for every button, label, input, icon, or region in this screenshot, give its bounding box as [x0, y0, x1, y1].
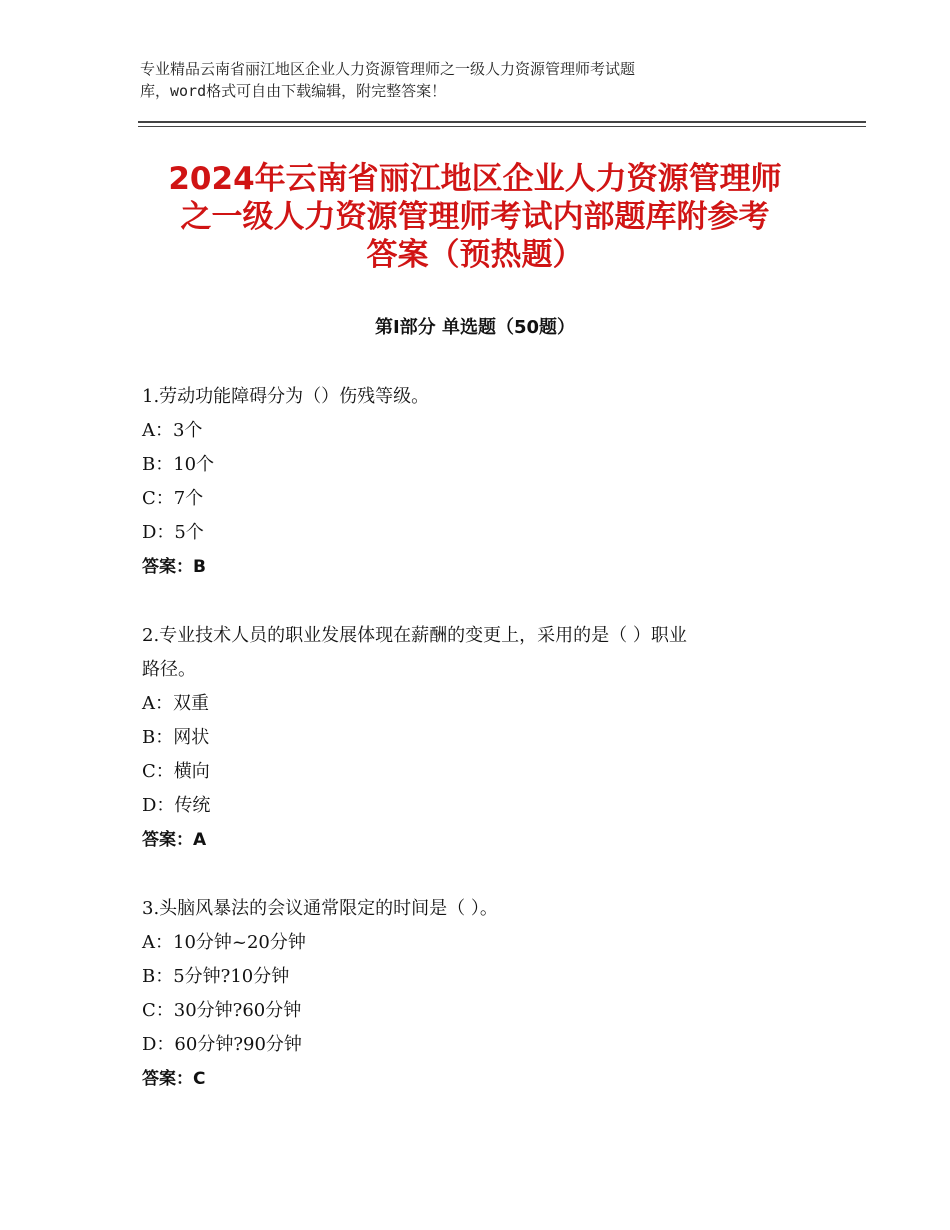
- document-title-line-3: 答案（预热题）: [366, 237, 584, 273]
- header-note-line-2: 库，word格式可自由下载编辑，附完整答案！: [140, 82, 447, 100]
- header-note: [140, 58, 820, 102]
- question-2: [142, 619, 822, 857]
- question-2-option-d: D：传统: [142, 795, 211, 816]
- question-1: [142, 380, 822, 584]
- question-3-option-b: B：5分钟?10分钟: [142, 966, 290, 987]
- document-title-line-1: 2024年云南省丽江地区企业人力资源管理师: [168, 161, 782, 197]
- header-note-line-1: 专业精品云南省丽江地区企业人力资源管理师之一级人力资源管理师考试题: [140, 60, 636, 78]
- question-2-option-a: A：双重: [142, 693, 209, 714]
- question-1-option-c: C：7个: [142, 488, 204, 509]
- question-3-answer: 答案：C: [142, 1069, 206, 1089]
- question-3-option-a: A：10分钟~20分钟: [142, 932, 306, 953]
- header-divider-thin: [138, 126, 866, 127]
- question-2-answer: 答案：A: [142, 830, 207, 850]
- question-2-option-b: B：网状: [142, 727, 210, 748]
- question-2-stem-line-1: 2.专业技术人员的职业发展体现在薪酬的变更上，采用的是（ ）职业: [142, 625, 687, 646]
- document-title: [138, 160, 812, 274]
- question-1-answer: 答案：B: [142, 557, 206, 577]
- question-1-stem: 1.劳动功能障碍分为（）伤残等级。: [142, 386, 430, 407]
- question-1-option-d: D：5个: [142, 522, 204, 543]
- question-3: [142, 892, 822, 1096]
- header-divider-thick: [138, 121, 866, 123]
- question-2-option-c: C：横向: [142, 761, 210, 782]
- section-heading: 第Ⅰ部分 单选题（50题）: [374, 317, 575, 338]
- question-3-option-d: D：60分钟?90分钟: [142, 1034, 302, 1055]
- document-title-line-2: 之一级人力资源管理师考试内部题库附参考: [180, 199, 770, 235]
- question-2-stem-line-2: 路径。: [142, 659, 196, 680]
- question-1-option-b: B：10个: [142, 454, 215, 475]
- question-3-option-c: C：30分钟?60分钟: [142, 1000, 302, 1021]
- question-3-stem: 3.头脑风暴法的会议通常限定的时间是（ ）。: [142, 898, 498, 919]
- question-1-option-a: A：3个: [142, 420, 203, 441]
